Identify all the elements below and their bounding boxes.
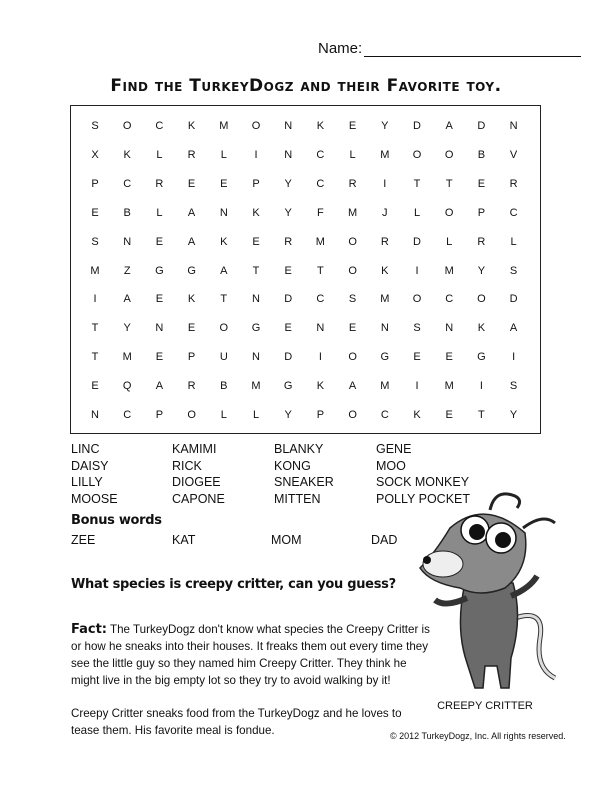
- grid-row: [71, 380, 540, 400]
- grid-letter[interactable]: P: [155, 409, 164, 421]
- grid-letter[interactable]: R: [477, 235, 486, 248]
- grid-letter[interactable]: C: [316, 148, 325, 161]
- grid-letter[interactable]: T: [317, 264, 324, 277]
- grid-letter[interactable]: K: [220, 235, 228, 248]
- grid-letter[interactable]: A: [445, 120, 453, 132]
- grid-letter[interactable]: A: [348, 380, 357, 393]
- grid-letter[interactable]: S: [413, 322, 421, 335]
- grid-letter[interactable]: O: [444, 148, 454, 161]
- grid-letter[interactable]: E: [445, 409, 453, 421]
- critter-caption: CREEPY CRITTER: [437, 700, 533, 712]
- grid-letter[interactable]: K: [381, 264, 389, 277]
- grid-letter[interactable]: P: [477, 206, 486, 219]
- grid-letter[interactable]: N: [509, 120, 518, 132]
- grid-letter[interactable]: L: [413, 206, 421, 219]
- grid-letter[interactable]: E: [155, 235, 164, 248]
- grid-letter[interactable]: T: [252, 264, 260, 277]
- grid-letter[interactable]: O: [444, 206, 454, 219]
- grid-letter[interactable]: C: [123, 177, 132, 190]
- word-list-item: SNEAKER: [274, 475, 334, 489]
- grid-letter[interactable]: I: [415, 264, 419, 277]
- grid-letter[interactable]: N: [284, 120, 293, 132]
- grid-letter[interactable]: D: [284, 351, 293, 364]
- grid-letter[interactable]: P: [91, 177, 99, 190]
- grid-letter[interactable]: O: [412, 293, 422, 306]
- grid-letter[interactable]: M: [380, 293, 390, 306]
- grid-letter[interactable]: D: [477, 120, 486, 132]
- grid-letter[interactable]: R: [187, 380, 196, 393]
- word-list-item: RICK: [172, 458, 202, 473]
- grid-letter[interactable]: N: [445, 322, 454, 335]
- grid-letter[interactable]: A: [220, 264, 228, 277]
- grid-letter[interactable]: I: [383, 177, 387, 190]
- grid-letter[interactable]: L: [349, 148, 356, 161]
- copyright-notice: © 2012 TurkeyDogz, Inc. All rights reserved.: [390, 731, 566, 741]
- grid-letter[interactable]: T: [91, 351, 99, 364]
- grid-letter[interactable]: C: [155, 120, 164, 132]
- grid-letter[interactable]: Y: [509, 409, 518, 421]
- grid-letter[interactable]: I: [318, 351, 322, 364]
- species-question: What species is creepy critter, can you guess?: [71, 577, 396, 592]
- grid-letter[interactable]: D: [509, 293, 518, 306]
- grid-letter[interactable]: L: [446, 235, 453, 248]
- grid-letter[interactable]: R: [187, 148, 196, 161]
- word-list-item: DIOGEE: [172, 475, 221, 489]
- grid-letter[interactable]: E: [445, 351, 453, 364]
- grid-letter[interactable]: K: [413, 409, 421, 421]
- grid-letter[interactable]: A: [155, 380, 164, 393]
- word-list-item: LILLY: [71, 475, 103, 489]
- grid-letter[interactable]: K: [477, 322, 486, 335]
- grid-letter[interactable]: T: [220, 293, 228, 306]
- grid-letter[interactable]: I: [512, 351, 516, 364]
- grid-letter[interactable]: O: [187, 409, 196, 421]
- grid-letter[interactable]: P: [187, 351, 196, 364]
- name-field: [318, 40, 581, 57]
- fact-paragraph-2: Creepy Critter sneaks food from the TurkeyDogz and he loves to tease them. His favorite meal is fondue.: [71, 707, 402, 737]
- grid-letter[interactable]: I: [479, 380, 483, 393]
- grid-letter[interactable]: K: [316, 120, 325, 132]
- word-list-item: DAISY: [71, 458, 109, 473]
- grid-letter[interactable]: P: [316, 409, 325, 421]
- grid-letter[interactable]: E: [187, 177, 196, 190]
- grid-letter[interactable]: A: [123, 293, 131, 306]
- grid-letter[interactable]: Y: [381, 120, 389, 132]
- grid-letter[interactable]: Y: [284, 409, 292, 421]
- grid-row: [71, 207, 540, 227]
- grid-letter[interactable]: U: [219, 351, 228, 364]
- grid-letter[interactable]: G: [187, 264, 196, 277]
- grid-letter[interactable]: Z: [123, 264, 131, 277]
- grid-letter[interactable]: N: [155, 322, 164, 335]
- word-list-item: MITTEN: [274, 491, 321, 506]
- grid-letter[interactable]: N: [252, 293, 260, 306]
- creepy-critter-illustration: [405, 488, 565, 698]
- grid-letter[interactable]: B: [123, 206, 131, 219]
- grid-letter[interactable]: M: [219, 120, 229, 132]
- word-list-item: MOO: [376, 458, 406, 473]
- grid-letter[interactable]: K: [316, 380, 325, 393]
- grid-letter[interactable]: O: [348, 409, 357, 421]
- grid-letter[interactable]: N: [284, 148, 293, 161]
- grid-letter[interactable]: M: [315, 235, 325, 248]
- grid-letter[interactable]: S: [509, 264, 518, 277]
- word-list-item: KONG: [274, 458, 311, 473]
- grid-letter[interactable]: E: [252, 235, 260, 248]
- grid-letter[interactable]: P: [252, 177, 260, 190]
- grid-letter[interactable]: L: [220, 148, 227, 161]
- grid-letter[interactable]: L: [156, 148, 163, 161]
- grid-letter[interactable]: C: [316, 293, 325, 306]
- name-blank-line[interactable]: [364, 42, 581, 57]
- bonus-title: Bonus words: [71, 513, 162, 528]
- word-list-item: SOCK MONKEY: [376, 475, 470, 489]
- bonus-word: ZEE: [71, 533, 96, 547]
- grid-letter[interactable]: E: [413, 351, 421, 364]
- grid-letter[interactable]: K: [187, 293, 196, 306]
- grid-letter[interactable]: A: [509, 322, 518, 335]
- grid-letter[interactable]: Y: [284, 206, 292, 219]
- word-list-item: GENE: [376, 442, 412, 456]
- grid-letter[interactable]: M: [444, 380, 454, 393]
- grid-row: [71, 265, 540, 285]
- grid-letter[interactable]: M: [251, 380, 261, 393]
- fact-text: The TurkeyDogz don't know what species the Creepy Critter is or how he sneaks into their houses. It freaks them out every time they see the little guy so they named him Creepy Critter. They think he might live in the big empty lot so they try to avoid walking by it!: [71, 623, 430, 687]
- bonus-word: KAT: [172, 533, 196, 547]
- fact-label: Fact:: [71, 622, 108, 637]
- grid-letter[interactable]: R: [380, 235, 389, 248]
- grid-row: [71, 149, 540, 169]
- grid-letter[interactable]: A: [187, 235, 196, 248]
- word-list-item: BLANKY: [274, 442, 324, 456]
- grid-letter[interactable]: C: [380, 409, 389, 421]
- grid-letter[interactable]: G: [283, 380, 293, 393]
- grid-row: [71, 178, 540, 198]
- grid-letter[interactable]: G: [477, 351, 486, 364]
- grid-letter[interactable]: M: [122, 351, 132, 364]
- grid-letter[interactable]: E: [155, 293, 164, 306]
- grid-letter[interactable]: D: [413, 120, 421, 132]
- grid-letter[interactable]: K: [187, 120, 196, 132]
- grid-letter[interactable]: N: [123, 235, 132, 248]
- word-list-item: POLLY POCKET: [376, 491, 471, 506]
- grid-letter[interactable]: E: [348, 120, 357, 132]
- grid-letter[interactable]: C: [509, 206, 518, 219]
- grid-letter[interactable]: E: [220, 177, 228, 190]
- grid-letter[interactable]: K: [123, 148, 131, 161]
- bonus-word: DAD: [371, 533, 398, 547]
- grid-letter[interactable]: E: [284, 264, 292, 277]
- grid-letter[interactable]: L: [156, 206, 163, 219]
- grid-letter[interactable]: M: [90, 264, 100, 277]
- grid-letter[interactable]: O: [348, 235, 357, 248]
- grid-row: [71, 236, 540, 256]
- grid-letter[interactable]: E: [187, 322, 196, 335]
- grid-letter[interactable]: A: [187, 206, 196, 219]
- grid-row: [71, 351, 540, 371]
- grid-letter[interactable]: N: [316, 322, 325, 335]
- grid-letter[interactable]: M: [380, 380, 390, 393]
- grid-letter[interactable]: D: [284, 293, 293, 306]
- grid-letter[interactable]: B: [477, 148, 486, 161]
- grid-letter[interactable]: E: [348, 322, 357, 335]
- grid-letter[interactable]: G: [380, 351, 390, 364]
- grid-letter[interactable]: X: [91, 148, 99, 161]
- word-list-item: MOOSE: [71, 491, 118, 506]
- grid-letter[interactable]: B: [220, 380, 228, 393]
- grid-letter[interactable]: C: [445, 293, 454, 306]
- grid-letter[interactable]: I: [93, 293, 97, 306]
- grid-letter[interactable]: E: [155, 351, 164, 364]
- word-list-item: KAMIMI: [172, 442, 217, 456]
- grid-letter[interactable]: T: [413, 177, 421, 190]
- grid-letter[interactable]: O: [348, 264, 357, 277]
- grid-letter[interactable]: O: [348, 351, 357, 364]
- grid-letter[interactable]: M: [348, 206, 358, 219]
- grid-letter[interactable]: T: [445, 177, 453, 190]
- grid-letter[interactable]: R: [348, 177, 357, 190]
- grid-letter[interactable]: R: [284, 235, 293, 248]
- grid-letter[interactable]: G: [251, 322, 261, 335]
- grid-letter[interactable]: F: [317, 206, 324, 219]
- grid-letter[interactable]: O: [412, 148, 422, 161]
- word-list-item: LINC: [71, 442, 100, 456]
- grid-letter[interactable]: E: [91, 206, 99, 219]
- grid-letter[interactable]: G: [155, 264, 164, 277]
- grid-letter[interactable]: L: [220, 409, 227, 421]
- grid-letter[interactable]: D: [413, 235, 421, 248]
- grid-letter[interactable]: E: [284, 322, 292, 335]
- grid-letter[interactable]: T: [478, 409, 485, 421]
- grid-letter[interactable]: M: [380, 148, 390, 161]
- grid-letter[interactable]: Y: [123, 322, 131, 335]
- grid-letter[interactable]: S: [348, 293, 357, 306]
- grid-letter[interactable]: O: [477, 293, 486, 306]
- grid-letter[interactable]: S: [91, 235, 99, 248]
- grid-letter[interactable]: I: [415, 380, 419, 393]
- grid-letter[interactable]: Q: [122, 380, 132, 393]
- grid-letter[interactable]: E: [477, 177, 486, 190]
- grid-letter[interactable]: R: [509, 177, 518, 190]
- grid-letter[interactable]: L: [510, 235, 517, 248]
- grid-letter[interactable]: N: [380, 322, 389, 335]
- grid-letter[interactable]: E: [91, 380, 99, 393]
- page-title: Find the TurkeyDogz and their Favorite toy.: [110, 76, 502, 96]
- grid-letter[interactable]: R: [155, 177, 164, 190]
- bonus-word: MOM: [271, 533, 302, 547]
- grid-letter[interactable]: Y: [477, 264, 486, 277]
- grid-letter[interactable]: N: [252, 351, 260, 364]
- grid-letter[interactable]: K: [252, 206, 260, 219]
- grid-letter[interactable]: N: [91, 409, 99, 421]
- word-search-grid: [70, 105, 541, 434]
- grid-row: [71, 120, 540, 140]
- name-label: Name:: [318, 40, 363, 57]
- grid-letter[interactable]: O: [251, 120, 261, 132]
- grid-letter[interactable]: L: [252, 409, 260, 421]
- grid-letter[interactable]: J: [382, 206, 388, 219]
- grid-letter[interactable]: S: [509, 380, 518, 393]
- grid-letter[interactable]: O: [122, 120, 132, 132]
- grid-letter[interactable]: M: [444, 264, 454, 277]
- grid-row: [71, 322, 540, 342]
- grid-letter[interactable]: O: [219, 322, 229, 335]
- grid-letter[interactable]: C: [316, 177, 325, 190]
- grid-row: [71, 293, 540, 313]
- grid-letter[interactable]: S: [91, 120, 99, 132]
- grid-letter[interactable]: N: [219, 206, 228, 219]
- grid-letter[interactable]: V: [509, 148, 518, 161]
- grid-row: [71, 409, 540, 429]
- grid-letter[interactable]: T: [91, 322, 99, 335]
- grid-letter[interactable]: Y: [284, 177, 292, 190]
- fact-paragraph: [71, 621, 431, 689]
- grid-letter[interactable]: C: [123, 409, 132, 421]
- word-list-item: CAPONE: [172, 491, 225, 506]
- grid-letter[interactable]: I: [254, 148, 258, 161]
